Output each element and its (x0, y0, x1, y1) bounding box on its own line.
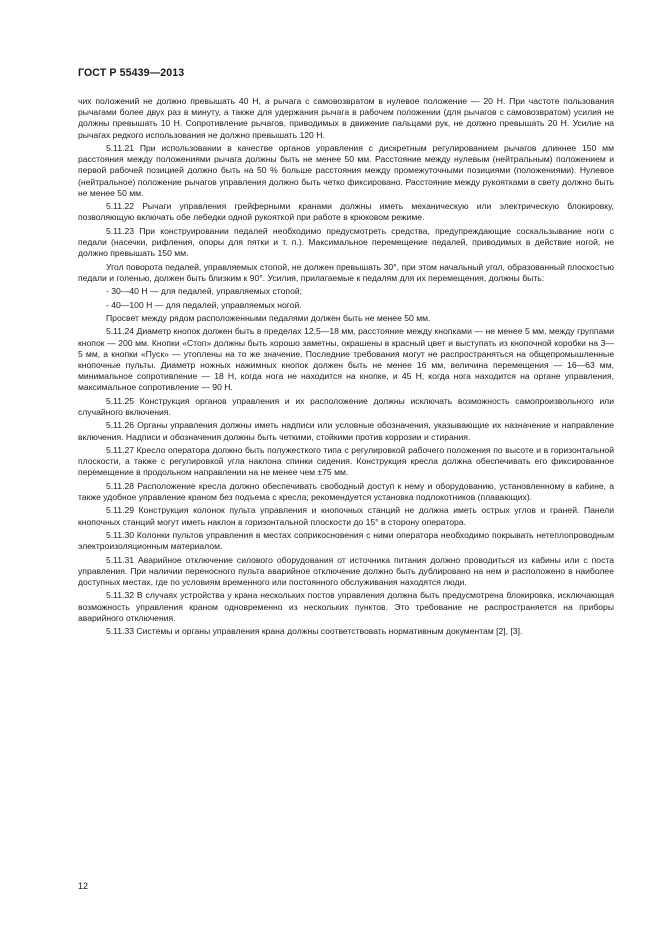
page-header-standard-number: ГОСТ Р 55439—2013 (78, 67, 185, 79)
clause-5-11-30: 5.11.30 Колонки пультов управления в местах соприкосновения с ними оператора необходимо покрывать нетеплопроводным электроизоляционным материалом. (78, 529, 614, 552)
clause-5-11-33: 5.11.33 Системы и органы управления крана должны соответствовать нормативным документам [2], [3]. (106, 626, 523, 637)
document-body (78, 96, 614, 640)
paragraph-continuation: чих положений не должно превышать 40 Н, а рычага с самовозвратом в нулевое положение — 20 Н. При частоте пользования рычагами более двух раз в минуту, а также для удержания рычага в рабочем положении (для рычагов с самовозвратом) усилия не должны превышать 10 Н. Сопротивление рычагов, приводимых в движение пальцами рук, не должно превышать 20 Н. Усилие на рычагах редкого использования не должно превышать 120 Н. (78, 96, 614, 140)
clause-5-11-32: 5.11.32 В случаях устройства у крана нескольких постов управления должна быть предусмотрена блокировка, исключающая возможность управления краном одновременно из нескольких пунктов. Это требование не распространяется на приборы аварийного отключения. (78, 590, 614, 623)
paragraph-pedal-gap: Просвет между рядом расположенными педалями должен быть не менее 50 мм. (106, 312, 431, 323)
clause-5-11-27: 5.11.27 Кресло оператора должно быть полужесткого типа с регулировкой рабочего положения по высоте и в горизонтальной плоскости, а также с регулировкой угла наклона спинки сидения. Конструкция кресла должна обеспечивать его фиксированное перемещение в продольном направлении на не менее чем ±75 мм. (78, 444, 614, 478)
clause-5-11-25: 5.11.25 Конструкция органов управления и их расположение должны исключать возможность самопроизвольного или случайного включения. (78, 395, 614, 417)
clause-5-11-29: 5.11.29 Конструкция колонок пульта управления и кнопочных станций не должна иметь острых углов и граней. Панели кнопочных станций могут иметь наклон в горизонтальной плоскости до 15° в сторону оператора. (78, 505, 614, 527)
clause-5-11-24: 5.11.24 Диаметр кнопок должен быть в пределах 12,5—18 мм, расстояние между кнопками — не менее 5 мм, между группами кнопок — 200 мм. Кнопки «Стоп» должны быть хорошо заметны, окрашены в красный цвет и выступать из кнопочной коробки на 3—5 мм, а кнопки «Пуск» — утоплены на то же значение. Последние требования могут не распространяться на общепромышленные кнопочные пульты. Диаметр ножных нажимных кнопок должен быть не менее 16 мм, величина перемещения — 16—63 мм, минимальное сопротивление — 18 Н, когда нога не находится на кнопке, и 45 Н, когда нога находится на органе управления, максимальное сопротивление — 90 Н. (78, 326, 614, 393)
clause-5-11-26: 5.11.26 Органы управления должны иметь надписи или условные обозначения, указывающие их назначение и направление включения. Надписи и обозначения должны быть четкими, стойкими против коррозии и стирания. (78, 420, 614, 442)
clause-5-11-22: 5.11.22 Рычаги управления грейферными кранами должны иметь механическую или электрическую блокировку, позволяющую включать обе лебедки одной рукояткой при работе в крюковом режиме. (78, 201, 614, 223)
list-item-leg-pedals: - 40—100 Н — для педалей, управляемых ногой. (106, 299, 302, 310)
clause-5-11-23: 5.11.23 При конструировании педалей необходимо предусмотреть средства, предупреждающие соскальзывание ноги с педали (насечки, рифления, опоры для пятки и т. п.). Максимальное перемещение педалей, приводимых в действие ногой, не должно превышать 150 мм. (78, 225, 614, 259)
clause-5-11-21: 5.11.21 При использовании в качестве органов управления с дискретным регулированием рычагов длиннее 150 мм расстояния между положениями рычага должны быть не менее 50 мм. Расстояние между нулевым (нейтральным) положением и первой рабочей позицией должно быть на 50 % больше расстояния между промежуточными позициями (положениями). Нулевое (нейтральное) положение рычагов управления должно быть четко фиксировано. Расстояние между рукоятками в свету должно быть не менее 50 мм. (78, 143, 614, 198)
page-number: 12 (78, 881, 89, 891)
clause-5-11-28: 5.11.28 Расположение кресла должно обеспечивать свободный доступ к нему и оборудованию, установленному в кабине, а также удобное управление краном без подъема с кресла; рекомендуется установка подлокотников (плавающих). (78, 480, 614, 502)
list-item-foot-pedals: - 30—40 Н — для педалей, управляемых стопой; (106, 286, 303, 297)
clause-5-11-31: 5.11.31 Аварийное отключение силового оборудования от источника питания должно проводиться из кабины или с поста управления. При наличии переносного пульта аварийное отключение должно быть дублировано на нем и расположено в наиболее доступных местах, где по условиям временного или постоянного обслуживания находятся люди. (78, 554, 614, 587)
paragraph-pedal-angle: Угол поворота педалей, управляемых стопой, не должен превышать 30°, при этом начальный угол, образованный плоскостью педали и голенью, должен быть близким к 90°. Усилия, прилагаемые к педалям для их перемещения, должны быть: (78, 261, 614, 283)
